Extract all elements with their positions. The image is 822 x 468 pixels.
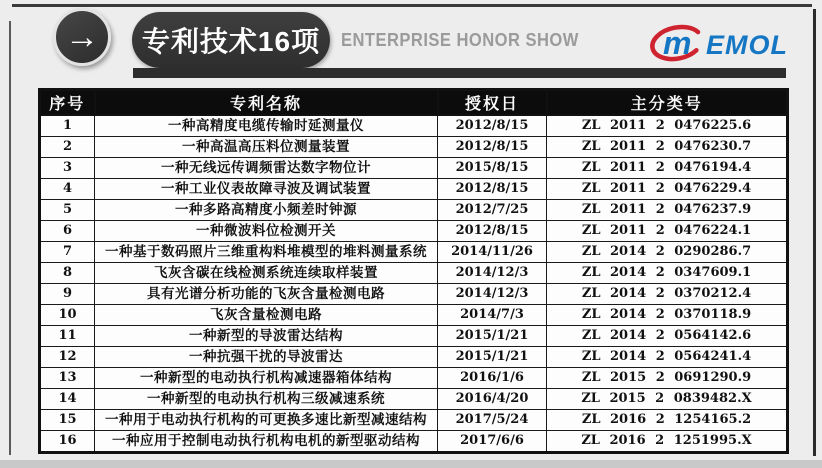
- row-number: 3: [40, 158, 95, 179]
- table-row: [40, 242, 788, 263]
- classification-number: ZL 2016 2 1251995.X: [547, 431, 788, 453]
- grant-date: 2015/8/15: [438, 158, 547, 179]
- table-header-row: [40, 90, 788, 116]
- grant-date: 2017/6/6: [438, 431, 547, 453]
- grant-date: 2014/11/26: [438, 242, 547, 263]
- patent-name: 一种新型的电动执行机构减速器箱体结构: [95, 368, 438, 389]
- row-number: 15: [40, 410, 95, 431]
- row-number: 4: [40, 179, 95, 200]
- classification-number: ZL 2014 2 0370212.4: [547, 284, 788, 305]
- patent-name: 飞灰含量检测电路: [95, 305, 438, 326]
- classification-number: ZL 2011 2 0476229.4: [547, 179, 788, 200]
- table-row: [40, 137, 788, 158]
- classification-number: ZL 2014 2 0564142.6: [547, 326, 788, 347]
- patent-name: 一种高温高压料位测量装置: [95, 137, 438, 158]
- row-number: 14: [40, 389, 95, 410]
- patent-name: 一种新型的电动执行机构三级减速系统: [95, 389, 438, 410]
- col-header-index: 序号: [40, 90, 95, 116]
- patent-name: 一种基于数码照片三维重构料堆模型的堆料测量系统: [95, 242, 438, 263]
- classification-number: ZL 2015 2 0691290.9: [547, 368, 788, 389]
- patent-name: 一种抗强干扰的导波雷达: [95, 347, 438, 368]
- table-row: [40, 179, 788, 200]
- patent-name: 一种新型的导波雷达结构: [95, 326, 438, 347]
- classification-number: ZL 2014 2 0347609.1: [547, 263, 788, 284]
- table-row: [40, 431, 788, 453]
- slide-bottom-strip: [0, 460, 822, 468]
- classification-number: ZL 2014 2 0564241.4: [547, 347, 788, 368]
- grant-date: 2014/12/3: [438, 263, 547, 284]
- patent-name: 一种多路高精度小频差时钟源: [95, 200, 438, 221]
- row-number: 6: [40, 221, 95, 242]
- col-header-grant-date: 授权日: [438, 90, 547, 116]
- patent-name: 一种无线远传调频雷达数字物位计: [95, 158, 438, 179]
- grant-date: 2014/7/3: [438, 305, 547, 326]
- col-header-classification: 主分类号: [547, 90, 788, 116]
- row-number: 9: [40, 284, 95, 305]
- slide-title-badge: [132, 12, 330, 68]
- patent-name: 一种微波料位检测开关: [95, 221, 438, 242]
- grant-date: 2012/8/15: [438, 179, 547, 200]
- patent-name: 具有光谱分析功能的飞灰含量检测电路: [95, 284, 438, 305]
- classification-number: ZL 2011 2 0476237.9: [547, 200, 788, 221]
- next-arrow-button[interactable]: [53, 8, 111, 66]
- slide-border-top: [12, 4, 812, 7]
- table-row: [40, 115, 788, 137]
- row-number: 8: [40, 263, 95, 284]
- grant-date: 2012/8/15: [438, 221, 547, 242]
- classification-number: ZL 2011 2 0476224.1: [547, 221, 788, 242]
- table-row: [40, 158, 788, 179]
- grant-date: 2014/12/3: [438, 284, 547, 305]
- table-row: [40, 200, 788, 221]
- row-number: 10: [40, 305, 95, 326]
- table-row: [40, 221, 788, 242]
- classification-number: ZL 2016 2 1254165.2: [547, 410, 788, 431]
- row-number: 1: [40, 115, 95, 137]
- grant-date: 2012/8/15: [438, 115, 547, 137]
- col-header-patent-name: 专利名称: [95, 90, 438, 116]
- patent-name: 一种应用于控制电动执行机构电机的新型驱动结构: [95, 431, 438, 453]
- title-underline-bar: [133, 68, 786, 78]
- slide-border-right: [813, 9, 816, 456]
- slide-subtitle: ENTERPRISE HONOR SHOW: [341, 30, 579, 50]
- row-number: 2: [40, 137, 95, 158]
- table-row: [40, 305, 788, 326]
- slide-border-left: [9, 21, 11, 455]
- table-row: [40, 284, 788, 305]
- row-number: 5: [40, 200, 95, 221]
- row-number: 16: [40, 431, 95, 453]
- patent-name: 一种工业仪表故障寻波及调试装置: [95, 179, 438, 200]
- patent-name: 一种用于电动执行机构的可更换多速比新型减速结构: [95, 410, 438, 431]
- arrow-right-icon: →: [65, 18, 99, 56]
- grant-date: 2017/5/24: [438, 410, 547, 431]
- row-number: 11: [40, 326, 95, 347]
- logo-wordmark: EMOL: [706, 30, 788, 60]
- table-row: [40, 326, 788, 347]
- classification-number: ZL 2011 2 0476194.4: [547, 158, 788, 179]
- row-number: 7: [40, 242, 95, 263]
- table-row: [40, 389, 788, 410]
- grant-date: 2012/7/25: [438, 200, 547, 221]
- table-row: [40, 368, 788, 389]
- patent-table-body: [40, 115, 788, 453]
- grant-date: 2016/1/6: [438, 368, 547, 389]
- classification-number: ZL 2011 2 0476230.7: [547, 137, 788, 158]
- row-number: 12: [40, 347, 95, 368]
- table-row: [40, 263, 788, 284]
- logo-mark: m: [663, 25, 692, 61]
- slide-title: 专利技术16项: [141, 26, 321, 57]
- patent-name: 飞灰含碳在线检测系统连续取样装置: [95, 263, 438, 284]
- classification-number: ZL 2011 2 0476225.6: [547, 115, 788, 137]
- table-row: [40, 410, 788, 431]
- row-number: 13: [40, 368, 95, 389]
- classification-number: ZL 2014 2 0370118.9: [547, 305, 788, 326]
- grant-date: 2015/1/21: [438, 326, 547, 347]
- table-row: [40, 347, 788, 368]
- company-logo: [648, 17, 796, 67]
- grant-date: 2016/4/20: [438, 389, 547, 410]
- grant-date: 2015/1/21: [438, 347, 547, 368]
- classification-number: ZL 2014 2 0290286.7: [547, 242, 788, 263]
- classification-number: ZL 2015 2 0839482.X: [547, 389, 788, 410]
- grant-date: 2012/8/15: [438, 137, 547, 158]
- patent-name: 一种高精度电缆传输时延测量仪: [95, 115, 438, 137]
- patent-table: [38, 88, 789, 454]
